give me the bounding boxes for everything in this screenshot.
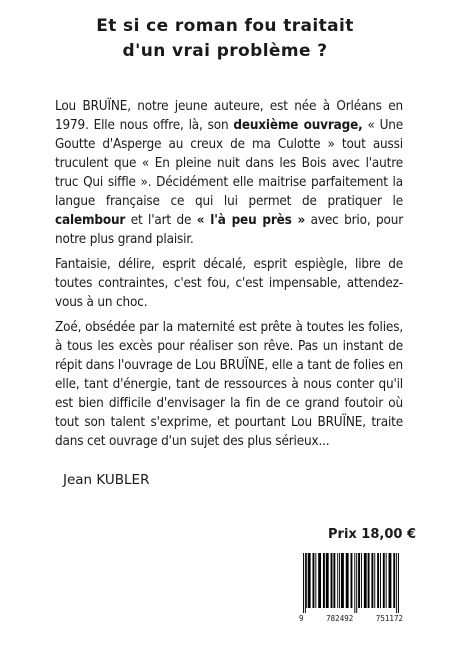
barcode-bar xyxy=(346,553,349,608)
barcode-bar xyxy=(337,553,338,608)
barcode-bar xyxy=(333,553,335,608)
barcode-bar xyxy=(323,553,325,608)
paragraph-text: Fantaisie, délire, esprit décalé, esprit espiègle, libre de toutes contraintes, c'est fou, c'est impensable, attendez-vous à un choc. xyxy=(55,257,403,310)
paragraph-text: Zoé, obsédée par la maternité est prête à toutes les folies, à tous les excès pour réaliser son rêve. Pas un instant de répit dans l'ouvrage de Lou BRUÏNE, elle a tant de folies en elle, tant d'énergie, tant de ressources à nous conter qu'il est bien difficile d'envisager la fin de ce grand foutoir où tout son talent s'exprime, et pourtant Lou BRUÏNE, traite dans cet ouvrage d'un sujet des plus sérieux... xyxy=(55,320,403,449)
barcode-bar xyxy=(356,553,357,613)
emphasis-text: calembour xyxy=(55,213,126,228)
barcode-bar xyxy=(396,553,397,613)
isbn-barcode xyxy=(297,551,405,623)
paragraph-text: Lou BRUÏNE, notre jeune auteure, est née à Orléans en 1979. Elle nous offre, là, son xyxy=(55,99,403,133)
barcode-bar xyxy=(358,553,360,608)
barcode-bar xyxy=(398,553,399,613)
barcode-bar xyxy=(318,553,321,608)
barcode-bar xyxy=(380,553,381,608)
barcode-bar xyxy=(377,553,379,608)
barcode-bar xyxy=(315,553,316,608)
barcode-digits xyxy=(297,614,405,623)
emphasis-text: deuxième ouvrage, xyxy=(233,118,363,133)
barcode-bar xyxy=(313,553,315,608)
paragraph-1 xyxy=(55,97,403,249)
barcode-bar xyxy=(341,553,344,608)
barcode-bar xyxy=(364,553,367,608)
barcode-bar xyxy=(374,553,375,608)
barcode-bars xyxy=(297,551,405,613)
barcode-bar xyxy=(308,553,311,608)
barcode-bar xyxy=(368,553,370,608)
paragraph-text: et l'art de xyxy=(125,213,197,228)
barcode-bar xyxy=(361,553,362,608)
barcode-bar xyxy=(303,553,304,613)
barcode-bar xyxy=(354,553,355,613)
paragraph-text: « Une Goutte d'Asperge au creux de ma Culotte » tout aussi truculent que « En pleine nuit dans les Bois avec l'autre truc Qui siffle ». Décidément elle maitrise parfaitement la langue française ce qui lui permet de pratiquer le xyxy=(55,118,404,209)
back-cover-title xyxy=(0,14,450,64)
blurb-text xyxy=(55,97,403,457)
author-signature: Jean KUBLER xyxy=(63,472,150,488)
title-line-2: d'un vrai problème ? xyxy=(122,41,328,61)
title-line-1: Et si ce roman fou traitait xyxy=(96,16,354,36)
barcode-right-group: 751172 xyxy=(375,614,403,623)
barcode-bar xyxy=(339,553,340,608)
barcode-bar xyxy=(326,553,329,608)
barcode-bar xyxy=(305,553,306,613)
paragraph-text: avec brio, pour notre plus grand plaisir. xyxy=(55,213,403,247)
barcode-bar xyxy=(351,553,353,608)
barcode-bar xyxy=(386,553,387,608)
barcode-left-group: 782492 xyxy=(326,614,354,623)
price-label: Prix 18,00 € xyxy=(328,527,416,542)
barcode-bar xyxy=(331,553,333,608)
emphasis-text: « l'à peu près » xyxy=(196,213,306,228)
barcode-first-digit: 9 xyxy=(299,614,304,623)
paragraph-3 xyxy=(55,318,403,451)
barcode-bar xyxy=(389,553,392,608)
barcode-bar xyxy=(383,553,385,608)
barcode-bar xyxy=(371,553,373,608)
paragraph-2 xyxy=(55,255,403,312)
barcode-bar xyxy=(306,553,307,608)
barcode-bar xyxy=(393,553,395,608)
